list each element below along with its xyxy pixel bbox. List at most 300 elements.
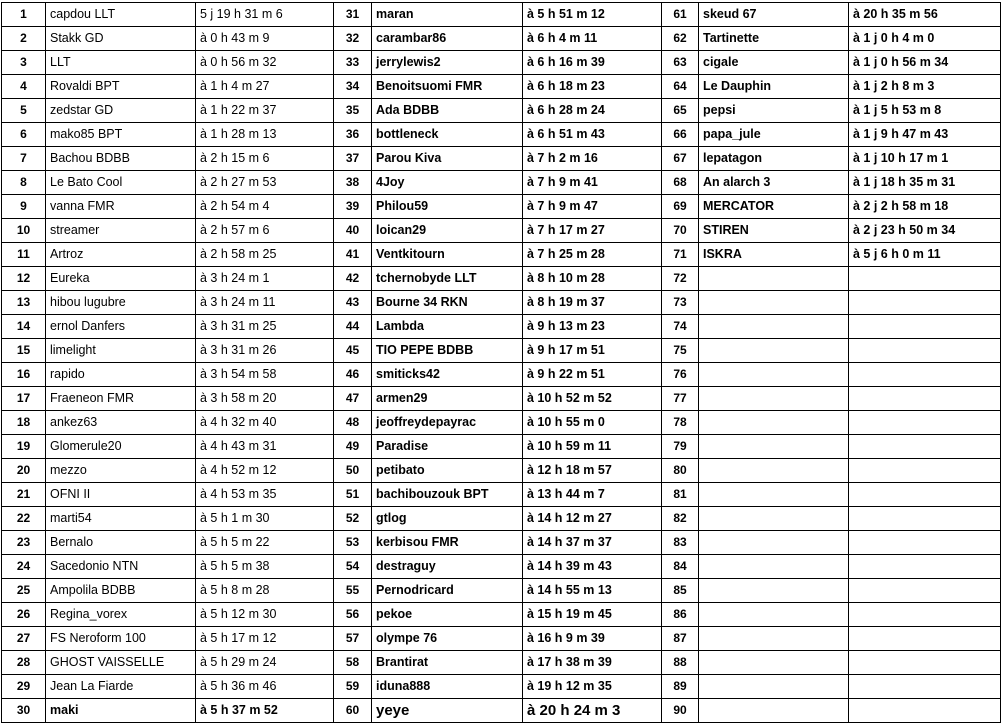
rank-cell: 48 xyxy=(334,411,372,435)
time-gap-cell: 5 j 19 h 31 m 6 xyxy=(196,3,334,27)
time-gap-cell: à 3 h 54 m 58 xyxy=(196,363,334,387)
rank-cell: 43 xyxy=(334,291,372,315)
skipper-name-cell: 4Joy xyxy=(372,171,523,195)
rank-cell: 8 xyxy=(2,171,46,195)
rank-cell: 46 xyxy=(334,363,372,387)
time-gap-cell: à 20 h 35 m 56 xyxy=(849,3,1001,27)
skipper-name-cell: Benoitsuomi FMR xyxy=(372,75,523,99)
time-gap-cell xyxy=(849,603,1001,627)
skipper-name-cell xyxy=(699,555,849,579)
time-gap-cell xyxy=(849,315,1001,339)
time-gap-cell: à 2 h 57 m 6 xyxy=(196,219,334,243)
skipper-name-cell: yeye xyxy=(372,699,523,723)
table-row xyxy=(2,483,1001,507)
table-row xyxy=(2,387,1001,411)
rank-cell: 74 xyxy=(662,315,699,339)
rank-cell: 54 xyxy=(334,555,372,579)
time-gap-cell: à 5 h 5 m 38 xyxy=(196,555,334,579)
table-row xyxy=(2,3,1001,27)
time-gap-cell: à 3 h 31 m 25 xyxy=(196,315,334,339)
rank-cell: 87 xyxy=(662,627,699,651)
skipper-name-cell: Parou Kiva xyxy=(372,147,523,171)
rank-cell: 19 xyxy=(2,435,46,459)
time-gap-cell: à 3 h 58 m 20 xyxy=(196,387,334,411)
table-row xyxy=(2,243,1001,267)
time-gap-cell xyxy=(849,267,1001,291)
time-gap-cell xyxy=(849,483,1001,507)
time-gap-cell: à 14 h 55 m 13 xyxy=(523,579,662,603)
time-gap-cell: à 20 h 24 m 3 xyxy=(523,699,662,723)
ranking-table-body xyxy=(2,3,1001,723)
skipper-name-cell: Fraeneon FMR xyxy=(46,387,196,411)
skipper-name-cell: Le Bato Cool xyxy=(46,171,196,195)
rank-cell: 22 xyxy=(2,507,46,531)
rank-cell: 29 xyxy=(2,675,46,699)
rank-cell: 37 xyxy=(334,147,372,171)
table-row xyxy=(2,291,1001,315)
rank-cell: 23 xyxy=(2,531,46,555)
skipper-name-cell xyxy=(699,507,849,531)
table-row xyxy=(2,27,1001,51)
rank-cell: 12 xyxy=(2,267,46,291)
rank-cell: 68 xyxy=(662,171,699,195)
time-gap-cell: à 6 h 4 m 11 xyxy=(523,27,662,51)
rank-cell: 66 xyxy=(662,123,699,147)
table-row xyxy=(2,123,1001,147)
time-gap-cell: à 4 h 32 m 40 xyxy=(196,411,334,435)
rank-cell: 85 xyxy=(662,579,699,603)
skipper-name-cell: Sacedonio NTN xyxy=(46,555,196,579)
skipper-name-cell: ISKRA xyxy=(699,243,849,267)
skipper-name-cell: Eureka xyxy=(46,267,196,291)
time-gap-cell: à 1 j 2 h 8 m 3 xyxy=(849,75,1001,99)
time-gap-cell: à 2 j 23 h 50 m 34 xyxy=(849,219,1001,243)
rank-cell: 57 xyxy=(334,627,372,651)
skipper-name-cell xyxy=(699,387,849,411)
time-gap-cell: à 14 h 12 m 27 xyxy=(523,507,662,531)
time-gap-cell: à 5 h 17 m 12 xyxy=(196,627,334,651)
table-row xyxy=(2,411,1001,435)
skipper-name-cell: pekoe xyxy=(372,603,523,627)
skipper-name-cell xyxy=(699,651,849,675)
time-gap-cell: à 7 h 9 m 47 xyxy=(523,195,662,219)
time-gap-cell: à 1 h 28 m 13 xyxy=(196,123,334,147)
rank-cell: 52 xyxy=(334,507,372,531)
rank-cell: 79 xyxy=(662,435,699,459)
skipper-name-cell xyxy=(699,363,849,387)
rank-cell: 80 xyxy=(662,459,699,483)
skipper-name-cell: Jean La Fiarde xyxy=(46,675,196,699)
time-gap-cell: à 5 h 51 m 12 xyxy=(523,3,662,27)
time-gap-cell xyxy=(849,579,1001,603)
skipper-name-cell: lepatagon xyxy=(699,147,849,171)
skipper-name-cell xyxy=(699,627,849,651)
time-gap-cell: à 1 j 0 h 56 m 34 xyxy=(849,51,1001,75)
rank-cell: 51 xyxy=(334,483,372,507)
table-row xyxy=(2,459,1001,483)
ranking-table xyxy=(1,2,1001,723)
rank-cell: 67 xyxy=(662,147,699,171)
skipper-name-cell: GHOST VAISSELLE xyxy=(46,651,196,675)
skipper-name-cell: streamer xyxy=(46,219,196,243)
rank-cell: 35 xyxy=(334,99,372,123)
time-gap-cell: à 5 h 29 m 24 xyxy=(196,651,334,675)
time-gap-cell: à 10 h 55 m 0 xyxy=(523,411,662,435)
rank-cell: 82 xyxy=(662,507,699,531)
table-row xyxy=(2,171,1001,195)
skipper-name-cell: armen29 xyxy=(372,387,523,411)
rank-cell: 88 xyxy=(662,651,699,675)
rank-cell: 3 xyxy=(2,51,46,75)
skipper-name-cell: limelight xyxy=(46,339,196,363)
table-row xyxy=(2,75,1001,99)
time-gap-cell: à 1 j 5 h 53 m 8 xyxy=(849,99,1001,123)
time-gap-cell: à 2 h 54 m 4 xyxy=(196,195,334,219)
time-gap-cell: à 8 h 10 m 28 xyxy=(523,267,662,291)
table-row xyxy=(2,555,1001,579)
time-gap-cell xyxy=(849,363,1001,387)
time-gap-cell: à 9 h 17 m 51 xyxy=(523,339,662,363)
skipper-name-cell: Ampolila BDBB xyxy=(46,579,196,603)
rank-cell: 76 xyxy=(662,363,699,387)
time-gap-cell: à 1 h 22 m 37 xyxy=(196,99,334,123)
table-row xyxy=(2,339,1001,363)
skipper-name-cell: Artroz xyxy=(46,243,196,267)
table-row xyxy=(2,507,1001,531)
skipper-name-cell: Bernalo xyxy=(46,531,196,555)
rank-cell: 9 xyxy=(2,195,46,219)
skipper-name-cell: Paradise xyxy=(372,435,523,459)
skipper-name-cell: hibou lugubre xyxy=(46,291,196,315)
skipper-name-cell: petibato xyxy=(372,459,523,483)
rank-cell: 38 xyxy=(334,171,372,195)
rank-cell: 72 xyxy=(662,267,699,291)
rank-cell: 21 xyxy=(2,483,46,507)
rank-cell: 20 xyxy=(2,459,46,483)
rank-cell: 53 xyxy=(334,531,372,555)
rank-cell: 63 xyxy=(662,51,699,75)
skipper-name-cell: OFNI II xyxy=(46,483,196,507)
time-gap-cell xyxy=(849,411,1001,435)
time-gap-cell xyxy=(849,555,1001,579)
skipper-name-cell: Bourne 34 RKN xyxy=(372,291,523,315)
table-row xyxy=(2,363,1001,387)
skipper-name-cell xyxy=(699,603,849,627)
rank-cell: 86 xyxy=(662,603,699,627)
skipper-name-cell: marti54 xyxy=(46,507,196,531)
rank-cell: 4 xyxy=(2,75,46,99)
time-gap-cell: à 5 h 5 m 22 xyxy=(196,531,334,555)
rank-cell: 18 xyxy=(2,411,46,435)
rank-cell: 58 xyxy=(334,651,372,675)
rank-cell: 33 xyxy=(334,51,372,75)
rank-cell: 36 xyxy=(334,123,372,147)
time-gap-cell: à 16 h 9 m 39 xyxy=(523,627,662,651)
rank-cell: 24 xyxy=(2,555,46,579)
rank-cell: 1 xyxy=(2,3,46,27)
rank-cell: 61 xyxy=(662,3,699,27)
time-gap-cell: à 8 h 19 m 37 xyxy=(523,291,662,315)
skipper-name-cell xyxy=(699,579,849,603)
skipper-name-cell: Brantirat xyxy=(372,651,523,675)
rank-cell: 44 xyxy=(334,315,372,339)
time-gap-cell: à 1 j 10 h 17 m 1 xyxy=(849,147,1001,171)
time-gap-cell: à 6 h 18 m 23 xyxy=(523,75,662,99)
rank-cell: 59 xyxy=(334,675,372,699)
skipper-name-cell: Ventkitourn xyxy=(372,243,523,267)
rank-cell: 11 xyxy=(2,243,46,267)
skipper-name-cell: jerrylewis2 xyxy=(372,51,523,75)
rank-cell: 41 xyxy=(334,243,372,267)
skipper-name-cell: An alarch 3 xyxy=(699,171,849,195)
skipper-name-cell: FS Neroform 100 xyxy=(46,627,196,651)
rank-cell: 69 xyxy=(662,195,699,219)
skipper-name-cell: olympe 76 xyxy=(372,627,523,651)
rank-cell: 10 xyxy=(2,219,46,243)
rank-cell: 13 xyxy=(2,291,46,315)
table-row xyxy=(2,147,1001,171)
time-gap-cell: à 14 h 39 m 43 xyxy=(523,555,662,579)
skipper-name-cell: STIREN xyxy=(699,219,849,243)
table-row xyxy=(2,531,1001,555)
rank-cell: 39 xyxy=(334,195,372,219)
rank-cell: 56 xyxy=(334,603,372,627)
time-gap-cell: à 9 h 22 m 51 xyxy=(523,363,662,387)
time-gap-cell: à 13 h 44 m 7 xyxy=(523,483,662,507)
skipper-name-cell: loican29 xyxy=(372,219,523,243)
time-gap-cell: à 3 h 31 m 26 xyxy=(196,339,334,363)
table-row xyxy=(2,219,1001,243)
rank-cell: 77 xyxy=(662,387,699,411)
skipper-name-cell: mezzo xyxy=(46,459,196,483)
time-gap-cell: à 3 h 24 m 1 xyxy=(196,267,334,291)
table-row xyxy=(2,651,1001,675)
skipper-name-cell xyxy=(699,291,849,315)
time-gap-cell: à 10 h 52 m 52 xyxy=(523,387,662,411)
time-gap-cell: à 1 j 18 h 35 m 31 xyxy=(849,171,1001,195)
skipper-name-cell: Philou59 xyxy=(372,195,523,219)
rank-cell: 70 xyxy=(662,219,699,243)
skipper-name-cell: jeoffreydepayrac xyxy=(372,411,523,435)
time-gap-cell: à 5 j 6 h 0 m 11 xyxy=(849,243,1001,267)
table-row xyxy=(2,315,1001,339)
skipper-name-cell: gtlog xyxy=(372,507,523,531)
table-row xyxy=(2,435,1001,459)
skipper-name-cell: capdou LLT xyxy=(46,3,196,27)
skipper-name-cell: skeud 67 xyxy=(699,3,849,27)
rank-cell: 40 xyxy=(334,219,372,243)
time-gap-cell: à 7 h 25 m 28 xyxy=(523,243,662,267)
rank-cell: 75 xyxy=(662,339,699,363)
time-gap-cell: à 17 h 38 m 39 xyxy=(523,651,662,675)
time-gap-cell xyxy=(849,459,1001,483)
time-gap-cell: à 0 h 56 m 32 xyxy=(196,51,334,75)
time-gap-cell: à 7 h 17 m 27 xyxy=(523,219,662,243)
skipper-name-cell: destraguy xyxy=(372,555,523,579)
time-gap-cell xyxy=(849,675,1001,699)
rank-cell: 7 xyxy=(2,147,46,171)
table-row xyxy=(2,51,1001,75)
rank-cell: 26 xyxy=(2,603,46,627)
rank-cell: 30 xyxy=(2,699,46,723)
rank-cell: 27 xyxy=(2,627,46,651)
rank-cell: 62 xyxy=(662,27,699,51)
skipper-name-cell: Bachou BDBB xyxy=(46,147,196,171)
rank-cell: 84 xyxy=(662,555,699,579)
skipper-name-cell: Rovaldi BPT xyxy=(46,75,196,99)
rank-cell: 2 xyxy=(2,27,46,51)
skipper-name-cell xyxy=(699,315,849,339)
skipper-name-cell: MERCATOR xyxy=(699,195,849,219)
rank-cell: 42 xyxy=(334,267,372,291)
time-gap-cell: à 9 h 13 m 23 xyxy=(523,315,662,339)
rank-cell: 16 xyxy=(2,363,46,387)
time-gap-cell: à 5 h 37 m 52 xyxy=(196,699,334,723)
rank-cell: 71 xyxy=(662,243,699,267)
rank-cell: 89 xyxy=(662,675,699,699)
time-gap-cell: à 10 h 59 m 11 xyxy=(523,435,662,459)
skipper-name-cell: vanna FMR xyxy=(46,195,196,219)
rank-cell: 34 xyxy=(334,75,372,99)
skipper-name-cell: Regina_vorex xyxy=(46,603,196,627)
rank-cell: 45 xyxy=(334,339,372,363)
rank-cell: 60 xyxy=(334,699,372,723)
skipper-name-cell: smiticks42 xyxy=(372,363,523,387)
time-gap-cell: à 15 h 19 m 45 xyxy=(523,603,662,627)
table-row xyxy=(2,267,1001,291)
time-gap-cell xyxy=(849,531,1001,555)
skipper-name-cell: bachibouzouk BPT xyxy=(372,483,523,507)
time-gap-cell: à 12 h 18 m 57 xyxy=(523,459,662,483)
time-gap-cell: à 1 h 4 m 27 xyxy=(196,75,334,99)
rank-cell: 6 xyxy=(2,123,46,147)
skipper-name-cell: tchernobyde LLT xyxy=(372,267,523,291)
skipper-name-cell: pepsi xyxy=(699,99,849,123)
time-gap-cell: à 6 h 51 m 43 xyxy=(523,123,662,147)
rank-cell: 15 xyxy=(2,339,46,363)
table-row xyxy=(2,699,1001,723)
time-gap-cell: à 2 h 27 m 53 xyxy=(196,171,334,195)
time-gap-cell xyxy=(849,435,1001,459)
time-gap-cell: à 14 h 37 m 37 xyxy=(523,531,662,555)
rank-cell: 28 xyxy=(2,651,46,675)
skipper-name-cell: maki xyxy=(46,699,196,723)
time-gap-cell: à 4 h 53 m 35 xyxy=(196,483,334,507)
skipper-name-cell: Lambda xyxy=(372,315,523,339)
table-row xyxy=(2,195,1001,219)
rank-cell: 55 xyxy=(334,579,372,603)
skipper-name-cell xyxy=(699,675,849,699)
time-gap-cell: à 1 j 9 h 47 m 43 xyxy=(849,123,1001,147)
time-gap-cell: à 0 h 43 m 9 xyxy=(196,27,334,51)
skipper-name-cell: Ada BDBB xyxy=(372,99,523,123)
time-gap-cell: à 19 h 12 m 35 xyxy=(523,675,662,699)
table-row xyxy=(2,675,1001,699)
skipper-name-cell: maran xyxy=(372,3,523,27)
time-gap-cell: à 7 h 2 m 16 xyxy=(523,147,662,171)
time-gap-cell: à 7 h 9 m 41 xyxy=(523,171,662,195)
rank-cell: 47 xyxy=(334,387,372,411)
skipper-name-cell xyxy=(699,339,849,363)
time-gap-cell: à 5 h 12 m 30 xyxy=(196,603,334,627)
skipper-name-cell: iduna888 xyxy=(372,675,523,699)
skipper-name-cell: kerbisou FMR xyxy=(372,531,523,555)
skipper-name-cell xyxy=(699,435,849,459)
rank-cell: 14 xyxy=(2,315,46,339)
rank-cell: 73 xyxy=(662,291,699,315)
skipper-name-cell: Pernodricard xyxy=(372,579,523,603)
skipper-name-cell: bottleneck xyxy=(372,123,523,147)
rank-cell: 49 xyxy=(334,435,372,459)
table-row xyxy=(2,603,1001,627)
table-row xyxy=(2,579,1001,603)
skipper-name-cell xyxy=(699,411,849,435)
table-row xyxy=(2,99,1001,123)
skipper-name-cell xyxy=(699,459,849,483)
time-gap-cell: à 5 h 8 m 28 xyxy=(196,579,334,603)
time-gap-cell: à 6 h 16 m 39 xyxy=(523,51,662,75)
skipper-name-cell: rapido xyxy=(46,363,196,387)
skipper-name-cell xyxy=(699,531,849,555)
skipper-name-cell: Glomerule20 xyxy=(46,435,196,459)
rank-cell: 65 xyxy=(662,99,699,123)
skipper-name-cell xyxy=(699,267,849,291)
rank-cell: 17 xyxy=(2,387,46,411)
time-gap-cell: à 5 h 1 m 30 xyxy=(196,507,334,531)
time-gap-cell xyxy=(849,699,1001,723)
rank-cell: 5 xyxy=(2,99,46,123)
rank-cell: 50 xyxy=(334,459,372,483)
rank-cell: 64 xyxy=(662,75,699,99)
rank-cell: 31 xyxy=(334,3,372,27)
skipper-name-cell: TIO PEPE BDBB xyxy=(372,339,523,363)
time-gap-cell xyxy=(849,507,1001,531)
skipper-name-cell: Stakk GD xyxy=(46,27,196,51)
rank-cell: 83 xyxy=(662,531,699,555)
skipper-name-cell: ernol Danfers xyxy=(46,315,196,339)
skipper-name-cell xyxy=(699,483,849,507)
skipper-name-cell: cigale xyxy=(699,51,849,75)
time-gap-cell: à 2 h 58 m 25 xyxy=(196,243,334,267)
skipper-name-cell: zedstar GD xyxy=(46,99,196,123)
skipper-name-cell: carambar86 xyxy=(372,27,523,51)
time-gap-cell: à 5 h 36 m 46 xyxy=(196,675,334,699)
skipper-name-cell: Tartinette xyxy=(699,27,849,51)
rank-cell: 78 xyxy=(662,411,699,435)
skipper-name-cell: LLT xyxy=(46,51,196,75)
skipper-name-cell: Le Dauphin xyxy=(699,75,849,99)
rank-cell: 32 xyxy=(334,27,372,51)
rank-cell: 90 xyxy=(662,699,699,723)
time-gap-cell xyxy=(849,291,1001,315)
time-gap-cell xyxy=(849,387,1001,411)
table-row xyxy=(2,627,1001,651)
skipper-name-cell: papa_jule xyxy=(699,123,849,147)
time-gap-cell: à 1 j 0 h 4 m 0 xyxy=(849,27,1001,51)
time-gap-cell: à 4 h 43 m 31 xyxy=(196,435,334,459)
time-gap-cell: à 4 h 52 m 12 xyxy=(196,459,334,483)
time-gap-cell xyxy=(849,339,1001,363)
skipper-name-cell: mako85 BPT xyxy=(46,123,196,147)
rank-cell: 25 xyxy=(2,579,46,603)
skipper-name-cell xyxy=(699,699,849,723)
time-gap-cell: à 6 h 28 m 24 xyxy=(523,99,662,123)
time-gap-cell: à 3 h 24 m 11 xyxy=(196,291,334,315)
time-gap-cell xyxy=(849,627,1001,651)
time-gap-cell: à 2 j 2 h 58 m 18 xyxy=(849,195,1001,219)
skipper-name-cell: ankez63 xyxy=(46,411,196,435)
time-gap-cell xyxy=(849,651,1001,675)
